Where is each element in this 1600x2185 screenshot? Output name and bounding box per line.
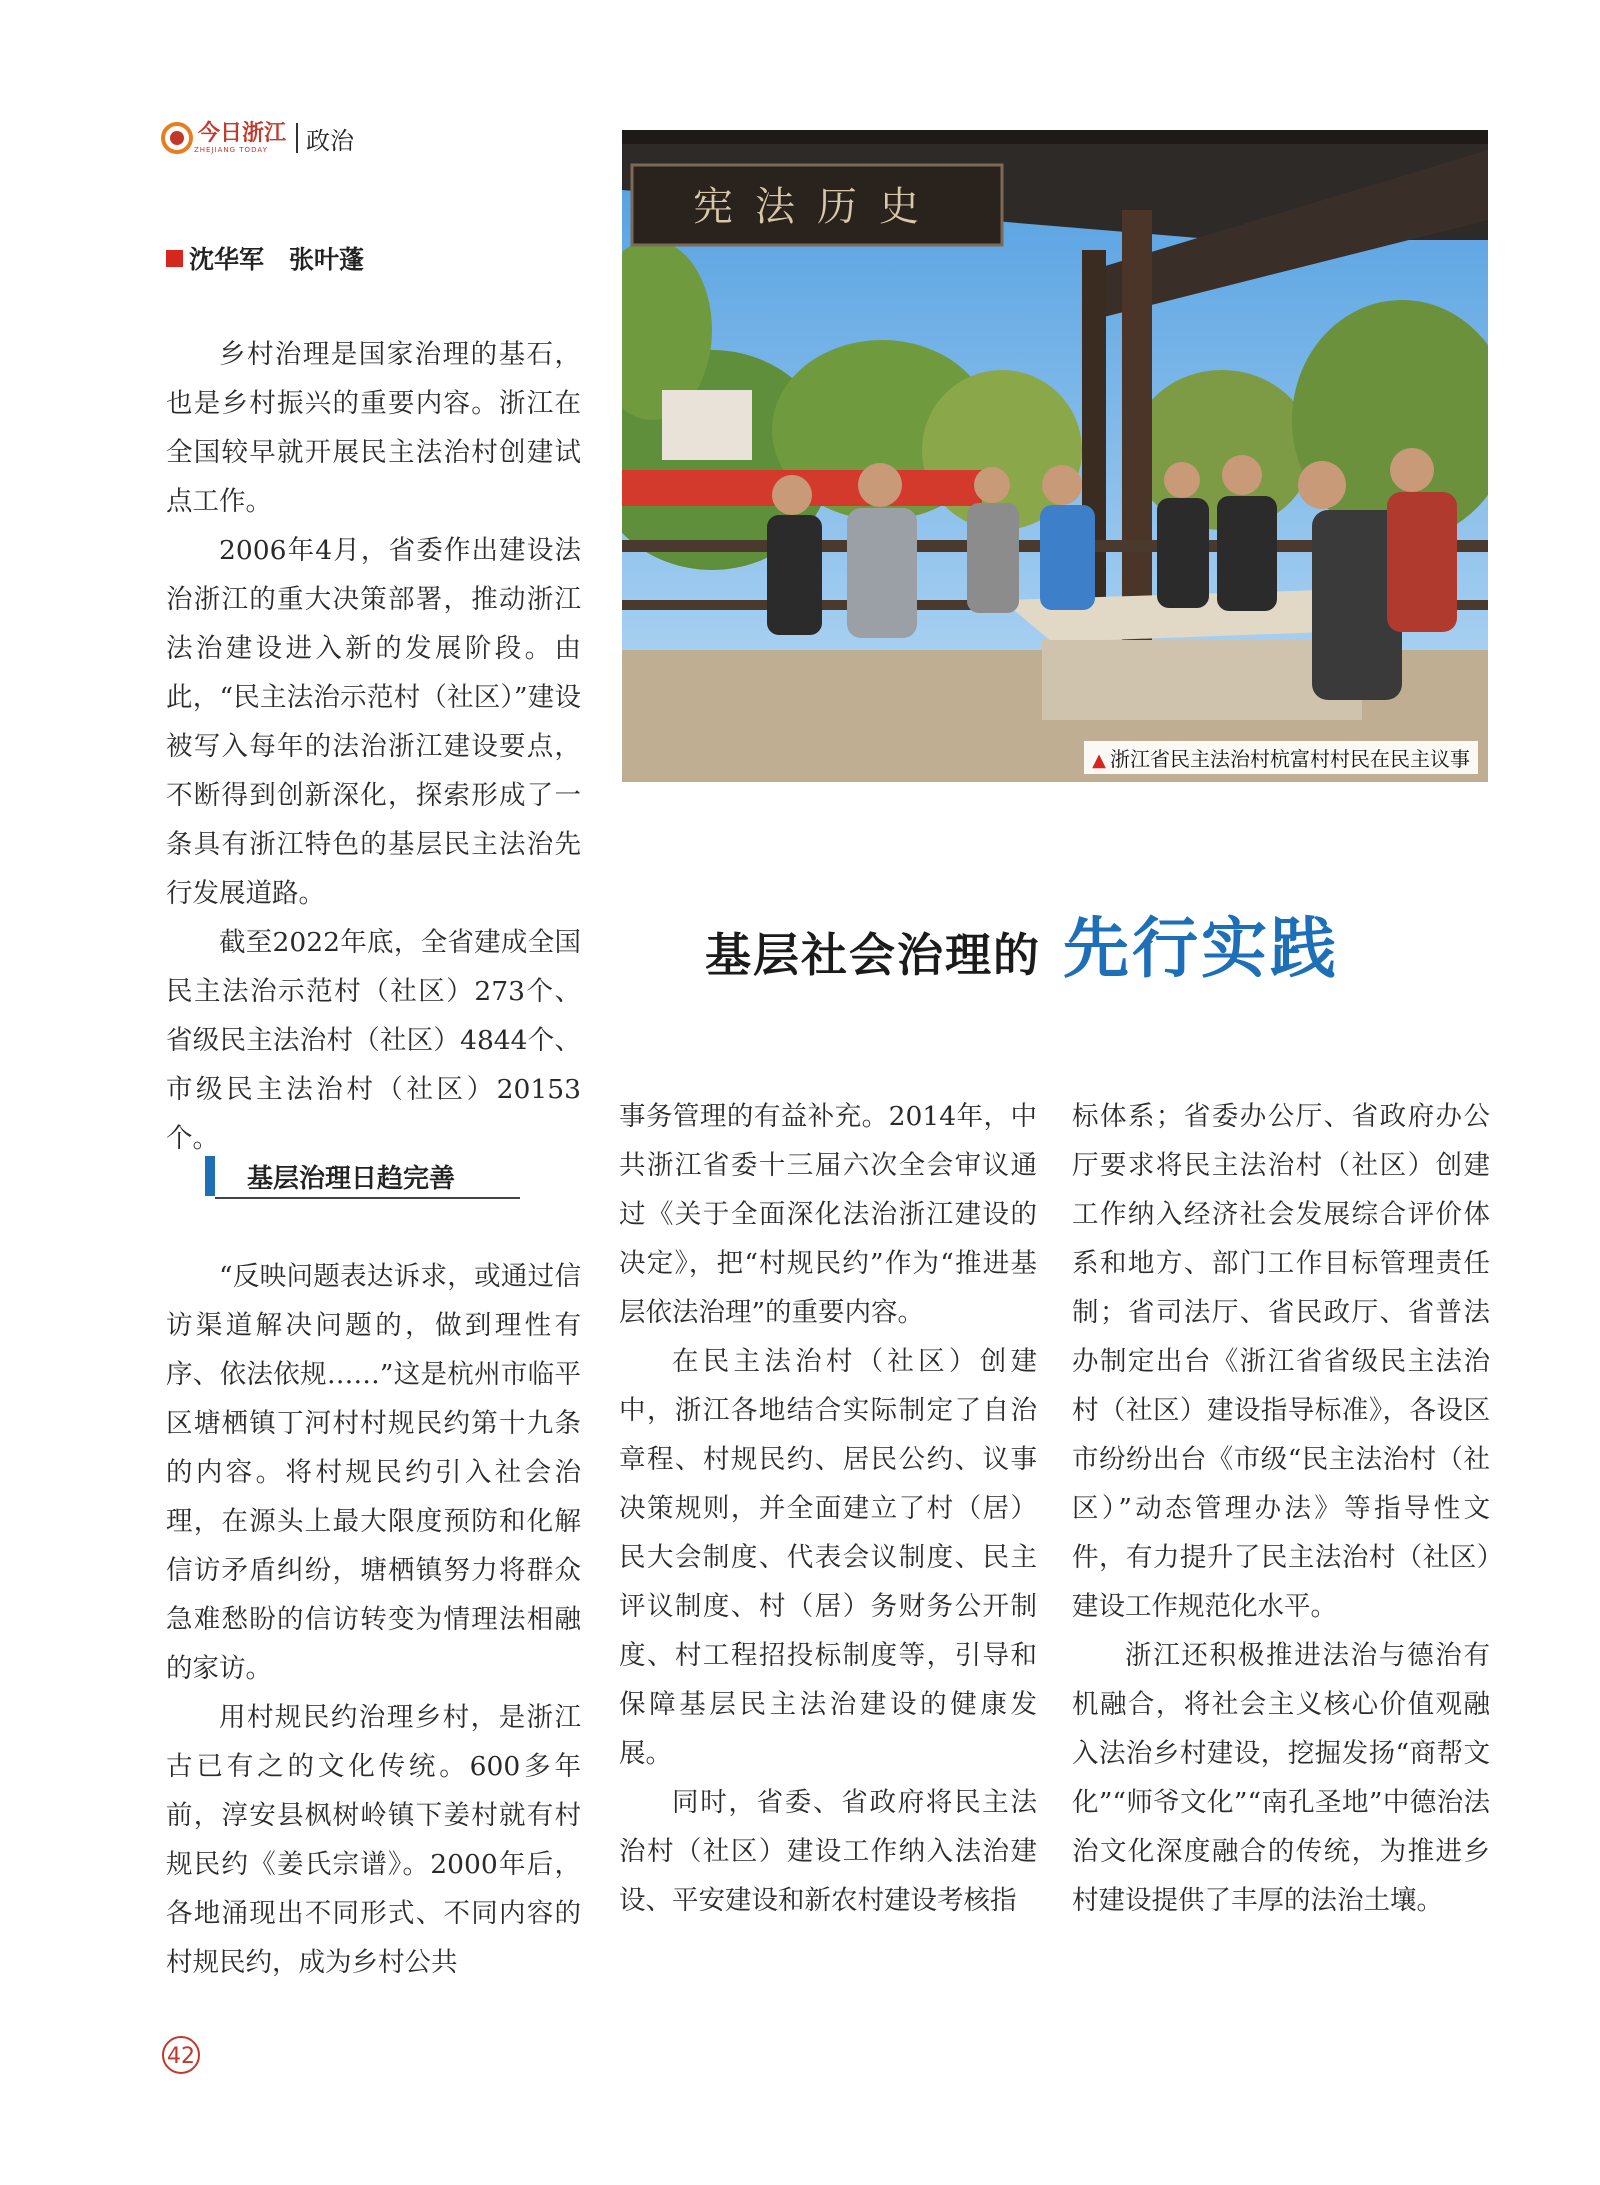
photo-illustration [622, 130, 1488, 782]
middle-column [619, 1092, 1037, 1925]
caption-text: 浙江省民主法治村杭富村村民在民主议事 [1110, 747, 1470, 771]
body-paragraph: 浙江还积极推进法治与德治有机融合，将社会主义核心价值观融入法治乡村建设，挖掘发扬“商帮文化”“师爷文化”“南孔圣地”中德治法治文化深度融合的传统，为推进乡村建设提供了丰厚的法治土壤。 [1072, 1640, 1490, 1916]
article-photo [622, 130, 1488, 782]
body-paragraph: 用村规民约治理乡村，是浙江古已有之的文化传统。600多年前，淳安县枫树岭镇下姜村就有村规民约《姜氏宗谱》。2000年后，各地涌现出不同形式、不同内容的村规民约，成为乡村公共 [166, 1702, 581, 1978]
logo-wordmark [194, 122, 286, 154]
byline-marker-icon [166, 250, 183, 267]
magazine-header [160, 118, 354, 158]
logo-text: 今日浙江 [198, 120, 287, 146]
sign-text: 宪法历史 [693, 184, 941, 230]
subheading-text: 基层治理日趋完善 [247, 1164, 456, 1194]
body-paragraph: 在民主法治村（社区）创建中，浙江各地结合实际制定了自治章程、村规民约、居民公约、议事决策规则，并全面建立了村（居）民大会制度、代表会议制度、民主评议制度、村（居）务财务公开制度、村工程招投标制度等，引导和保障基层民主法治建设的健康发展。 [619, 1346, 1037, 1769]
section-subheading [205, 1156, 520, 1198]
photo-caption [1084, 741, 1478, 774]
logo-subtext: ZHEJIANG TODAY [194, 146, 268, 154]
caption-triangle-icon: ▲ [1092, 750, 1106, 771]
header-divider [296, 123, 298, 153]
article-title [705, 895, 1339, 990]
intro-paragraph-1: 乡村治理是国家治理的基石，也是乡村振兴的重要内容。浙江在全国较早就开展民主法治村创建试点工作。 [166, 339, 581, 517]
body-paragraph: 同时，省委、省政府将民主法治村（社区）建设工作纳入法治建设、平安建设和新农村建设考核指 [619, 1787, 1037, 1916]
subheading-underline [215, 1197, 520, 1199]
logo-icon [160, 121, 194, 155]
intro-paragraph-2: 2006年4月，省委作出建设法治浙江的重大决策部署，推动浙江法治建设进入新的发展阶段。由此，“民主法治示范村（社区）”建设被写入每年的法治浙江建设要点，不断得到创新深化，探索形成了一条具有浙江特色的基层民主法治先行发展道路。 [166, 535, 581, 909]
body-paragraph: 标体系；省委办公厅、省政府办公厅要求将民主法治村（社区）创建工作纳入经济社会发展综合评价体系和地方、部门工作目标管理责任制；省司法厅、省民政厅、省普法办制定出台《浙江省省级民主法治村（社区）建设指导标准》，各设区市纷纷出台《市级“民主法治村（社区）”动态管理办法》等指导性文件，有力提升了民主法治村（社区）建设工作规范化水平。 [1072, 1101, 1490, 1622]
body-paragraph: “反映问题表达诉求，或通过信访渠道解决问题的，做到理性有序、依法依规……”这是杭州市临平区塘栖镇丁河村村规民约第十九条的内容。将村规民约引入社会治理，在源头上最大限度预防和化解信访矛盾纠纷，塘栖镇努力将群众急难愁盼的信访转变为情理法相融的家访。 [166, 1261, 581, 1684]
left-column-body [166, 1252, 581, 1987]
author-names: 沈华军 张叶蓬 [189, 245, 365, 274]
title-part1: 基层社会治理的 [705, 928, 1041, 982]
title-highlight: 先行实践 [1063, 910, 1339, 987]
right-column [1072, 1092, 1490, 1925]
intro-column [166, 330, 581, 1163]
body-paragraph: 事务管理的有益补充。2014年，中共浙江省委十三届六次全会审议通过《关于全面深化法治浙江建设的决定》，把“村规民约”作为“推进基层依法治理”的重要内容。 [619, 1101, 1037, 1328]
subheading-bar [205, 1156, 215, 1196]
intro-paragraph-3: 截至2022年底，全省建成全国民主法治示范村（社区）273个、省级民主法治村（社区）4844个、市级民主法治村（社区）20153个。 [166, 927, 581, 1154]
section-name: 政治 [306, 126, 355, 155]
byline [166, 240, 364, 276]
page-number: 42 [162, 2036, 200, 2074]
